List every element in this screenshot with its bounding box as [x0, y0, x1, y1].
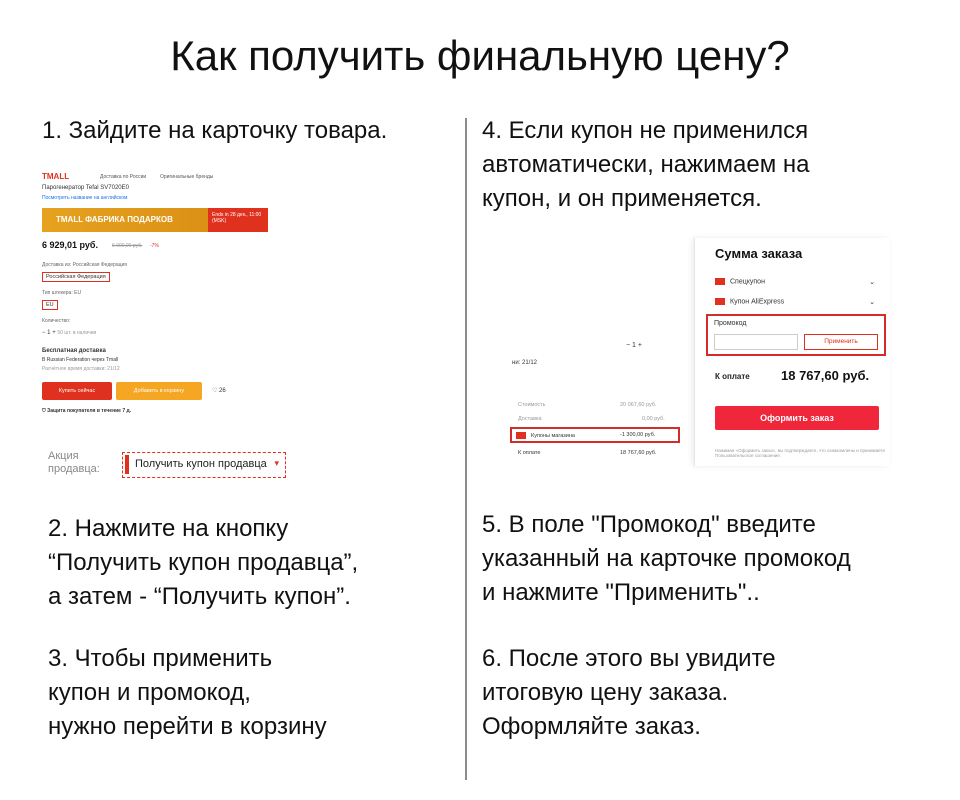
ship-eta: Расчётное время доставки: 21/12	[42, 366, 120, 372]
cart-qty-value: 1	[632, 342, 636, 349]
step-3-line-2: купон и промокод,	[48, 679, 251, 706]
protection-text	[42, 408, 131, 414]
step-4-line-2: автоматически, нажимаем на	[482, 151, 810, 178]
banner-countdown: Ends in 28 дек., 11:00 (MSK)	[208, 208, 268, 232]
cost-value: 20 067,60 руб.	[620, 402, 657, 408]
coupon-badge-icon	[715, 278, 725, 285]
shipping-tag: Доставка по России	[100, 174, 147, 180]
spec-coupon-label: Спецкупон	[730, 278, 765, 286]
heart-icon: ♡	[212, 388, 220, 394]
promo-code-label: Промокод	[714, 320, 747, 327]
promo-code-box	[706, 314, 886, 356]
total-label: К оплате	[715, 372, 750, 381]
delivery-from-label: Доставка из: Российская Федерация	[42, 262, 127, 268]
pay-label: К оплате	[518, 450, 541, 456]
step-2-line-2: “Получить купон продавца”,	[48, 549, 359, 576]
step-5-line-3: и нажмите "Применить"..	[482, 579, 760, 606]
seller-coupon-label-line1: Акция	[48, 450, 79, 462]
step-2-line-1: 2. Нажмите на кнопку	[48, 515, 289, 542]
order-summary-screenshot	[510, 238, 890, 466]
step-4-line-1: 4. Если купон не применился	[482, 117, 809, 144]
add-to-cart-button[interactable]: Добавить в корзину	[116, 382, 202, 400]
checkout-button[interactable]: Оформить заказ	[715, 406, 879, 430]
step-1-text	[42, 114, 387, 148]
step-2-line-3: а затем - “Получить купон”.	[48, 583, 351, 610]
banner-text: TMALL ФАБРИКА ПОДАРКОВ	[56, 215, 173, 224]
get-seller-coupon-button[interactable]	[122, 452, 286, 478]
free-shipping: Бесплатная доставка	[42, 348, 106, 354]
like-button[interactable]	[212, 387, 226, 394]
plug-type-option[interactable]: EU	[42, 300, 58, 310]
old-price: 6 000,00 руб.	[112, 243, 143, 249]
product-name: Парогенератор Tefal SV7020E0	[42, 185, 129, 191]
cart-summary	[510, 238, 694, 466]
store-coupon-label	[516, 432, 575, 439]
chevron-down-icon: ▾	[274, 458, 279, 468]
store-coupon-value: -1 300,00 руб.	[620, 432, 656, 438]
promo-banner	[42, 208, 268, 232]
pay-value: 18 767,60 руб.	[620, 450, 657, 456]
chevron-down-icon: ⌄	[869, 299, 875, 306]
step-6-line-2: итоговую цену заказа.	[482, 679, 729, 706]
get-seller-coupon-label: Получить купон продавца	[135, 458, 267, 470]
plus-icon[interactable]: +	[52, 330, 58, 336]
step-6-line-1: 6. После этого вы увидите	[482, 645, 776, 672]
cart-qty-stepper[interactable]	[626, 342, 642, 349]
column-divider	[465, 118, 467, 780]
like-count: 26	[219, 388, 226, 394]
protection-title: Защита покупателя в течение 7 д.	[47, 408, 132, 414]
delivery-country-option[interactable]: Российская Федерация	[42, 272, 110, 282]
step-5-line-2: указанный на карточке промокод	[482, 545, 851, 572]
seller-coupon-area	[42, 446, 292, 482]
delivery-value: 0,00 руб.	[642, 416, 665, 422]
step-4-line-3: купон, и он применяется.	[482, 185, 762, 212]
discount-badge: -7%	[150, 243, 159, 249]
quantity-value: 1	[47, 330, 51, 336]
step-1-line: 1. Зайдите на карточку товара.	[42, 117, 388, 144]
original-tag: Оригинальные бренды	[160, 174, 214, 180]
order-summary-title: Сумма заказа	[715, 246, 803, 261]
page-title: Как получить финальную цену?	[170, 32, 790, 79]
ae-coupon-label: Купон AliExpress	[730, 298, 785, 306]
minus-icon[interactable]: −	[626, 342, 633, 349]
apply-promo-button[interactable]: Применить	[804, 334, 878, 350]
step-4-text	[482, 114, 809, 216]
step-3-line-3: нужно перейти в корзину	[48, 713, 327, 740]
seller-coupon-label	[48, 450, 100, 476]
step-3-text	[48, 642, 327, 744]
ae-coupon-row[interactable]	[715, 298, 875, 305]
chevron-down-icon: ⌄	[869, 279, 875, 286]
plug-type-label: Тип штекера: EU	[42, 290, 82, 296]
coupon-badge-icon	[715, 298, 725, 305]
quantity-label: Количество:	[42, 318, 71, 324]
step-2-text	[48, 512, 358, 614]
quantity-stepper[interactable]	[42, 330, 96, 336]
store-coupon-row[interactable]	[510, 427, 680, 443]
product-card-screenshot	[42, 172, 292, 412]
store-coupon-label-text: Купоны магазина	[531, 432, 575, 439]
delivery-label: Доставка	[518, 416, 542, 422]
shield-icon: ⛉	[42, 408, 48, 414]
seller-coupon-label-line2: продавца:	[48, 463, 100, 475]
step-6-text	[482, 642, 776, 744]
coupon-badge-icon	[516, 432, 526, 439]
step-5-line-1: 5. В поле "Промокод" введите	[482, 511, 816, 538]
promo-code-input[interactable]	[714, 334, 798, 350]
product-price: 6 929,01 руб.	[42, 240, 98, 250]
tmall-logo: TMALL	[42, 172, 70, 181]
total-value: 18 767,60 руб.	[781, 368, 870, 383]
buy-now-button[interactable]: Купить сейчас	[42, 382, 112, 400]
step-3-line-1: 3. Чтобы применить	[48, 645, 273, 672]
spec-coupon-row[interactable]	[715, 278, 875, 285]
step-5-text	[482, 508, 851, 610]
cost-label: Стоимость	[518, 402, 546, 408]
coupon-accent-bar	[125, 455, 129, 474]
plus-icon[interactable]: +	[635, 342, 642, 349]
step-6-line-3: Оформляйте заказ.	[482, 713, 701, 740]
ship-route: В Russian Federation через Tmall	[42, 357, 119, 363]
minus-icon[interactable]: −	[42, 330, 48, 336]
cart-date: ни: 21/12	[512, 360, 538, 366]
stock-note: 50 шт. в наличии	[57, 330, 97, 336]
product-name-link[interactable]: Посмотреть название на английском	[42, 195, 128, 201]
fine-print: Нажимая «Оформить заказ», вы подтверждаете, что ознакомлены и принимаете Пользовательское соглашение.	[715, 448, 885, 458]
